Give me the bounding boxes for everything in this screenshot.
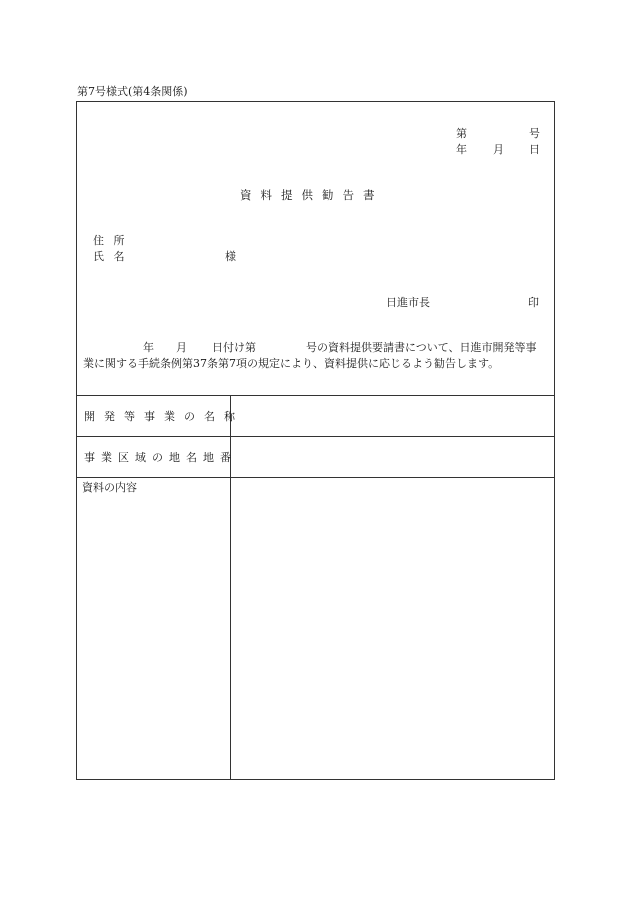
address-label: 住 所 [93,234,125,247]
body-year: 年 [143,341,154,354]
table-label-material-content: 資料の内容 [82,481,137,494]
honorific: 様 [225,250,236,263]
table-top-border [76,395,555,396]
body-line2: 業に関する手続条例第37条第7項の規定により、資料提供に応じるよう勧告します。 [83,357,500,370]
table-row-divider [76,477,555,478]
table-label-project-name: 開発等事業の名称 [84,410,244,423]
number-suffix: 号 [529,127,540,140]
table-row-divider [76,436,555,437]
body-day-prefix: 日付け第 [212,341,256,354]
date-day: 日 [529,143,540,156]
table-label-site-address: 事業区域の地名地番 [84,451,237,464]
issuer-title: 日進市長 [386,296,430,309]
body-month: 月 [176,341,187,354]
date-year: 年 [456,143,467,156]
date-month: 月 [493,143,504,156]
seal-mark: 印 [528,296,539,309]
document-title: 資料提供勧告書 [240,188,384,202]
number-prefix: 第 [456,127,467,140]
form-label: 第7号様式(第4条関係) [77,85,188,98]
name-label: 氏 名 [93,250,125,263]
body-line1-rest: 号の資料提供要請書について、日進市開発等事 [306,341,537,354]
form-frame [76,101,555,780]
